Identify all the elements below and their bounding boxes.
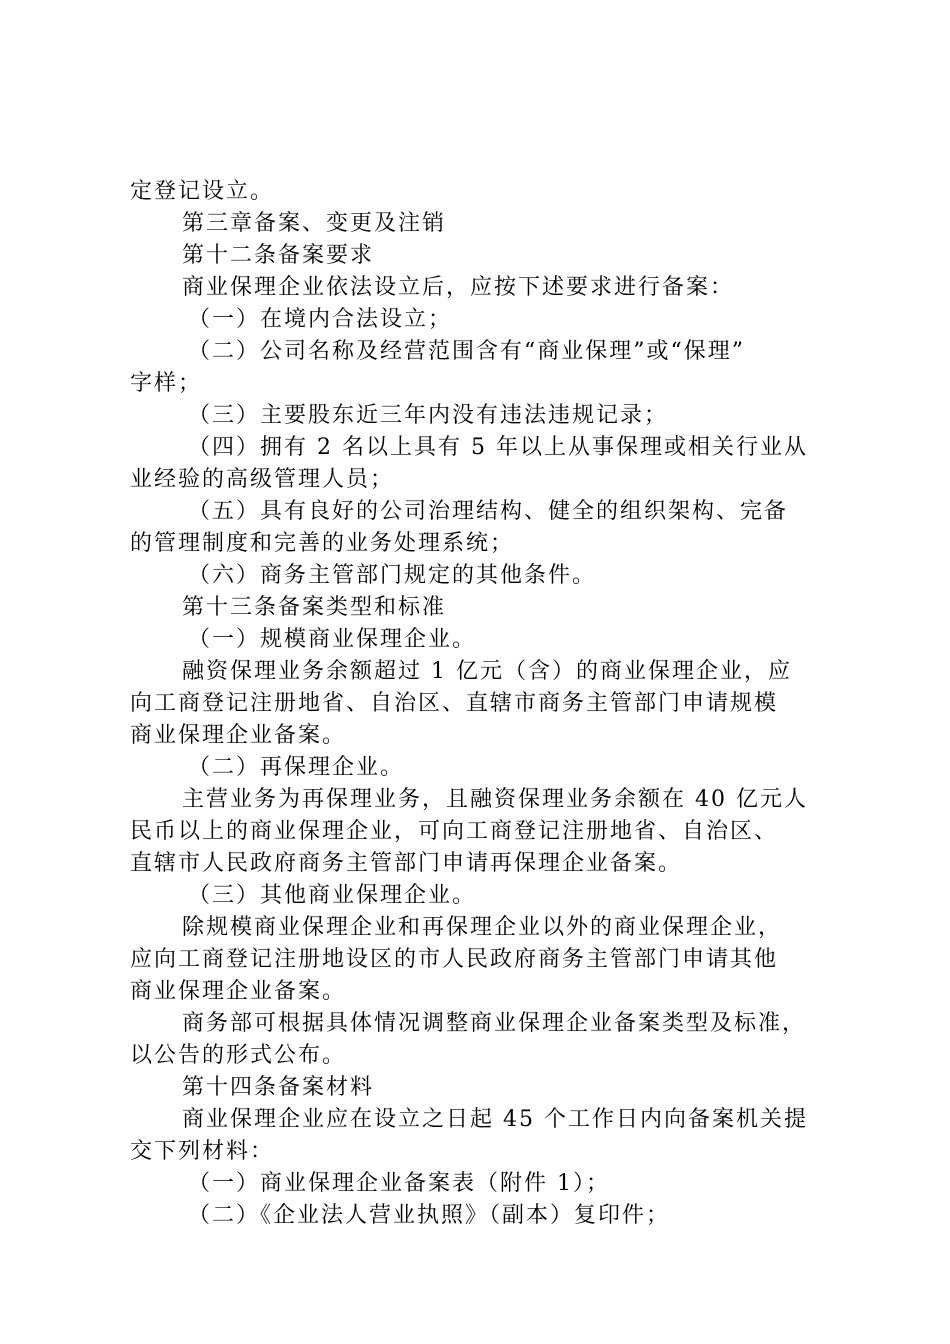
paragraph-line: 融资保理业务余额超过 1 亿元（含）的商业保理企业，应 — [182, 659, 792, 684]
text-line: 的管理制度和完善的业务处理系统； — [130, 531, 515, 556]
paragraph-line: 商务部可根据具体情况调整商业保理企业备案类型及标准， — [182, 1011, 807, 1036]
list-item: （一）在境内合法设立； — [188, 307, 453, 332]
list-item: （四）拥有 2 名以上具有 5 年以上从事保理或相关行业从 — [188, 435, 808, 460]
list-item: （二）公司名称及经营范围含有“商业保理”或“保理” — [188, 339, 745, 364]
list-item: （三）其他商业保理企业。 — [188, 883, 477, 908]
text-line: 以公告的形式公布。 — [130, 1043, 347, 1068]
text-line: 商业保理企业备案。 — [130, 723, 347, 748]
paragraph-line: 商业保理企业应在设立之日起 45 个工作日内向备案机关提 — [182, 1107, 808, 1132]
article-heading: 第十三条备案类型和标准 — [182, 595, 447, 620]
text-line: 应向工商登记注册地设区的市人民政府商务主管部门申请其他 — [130, 947, 779, 972]
paragraph-line: 商业保理企业依法设立后，应按下述要求进行备案： — [182, 275, 735, 300]
article-heading: 第十二条备案要求 — [182, 243, 375, 268]
list-item: （三）主要股东近三年内没有违法违规记录； — [188, 403, 669, 428]
list-item: （二）《企业法人营业执照》（副本）复印件； — [188, 1203, 671, 1228]
text-line: 直辖市人民政府商务主管部门申请再保理企业备案。 — [130, 851, 683, 876]
text-line: 民币以上的商业保理企业，可向工商登记注册地省、自治区、 — [130, 819, 779, 844]
list-item: （五）具有良好的公司治理结构、健全的组织架构、完备 — [188, 499, 789, 524]
chapter-heading: 第三章备案、变更及注销 — [182, 211, 447, 236]
paragraph-line: 除规模商业保理企业和再保理企业以外的商业保理企业， — [182, 915, 783, 940]
list-item: （一）商业保理企业备案表（附件 1）； — [188, 1171, 610, 1196]
text-line: 字样； — [130, 371, 203, 396]
paragraph-line: 主营业务为再保理业务，且融资保理业务余额在 40 亿元人 — [182, 787, 808, 812]
text-line: 定登记设立。 — [130, 179, 275, 204]
list-item: （二）再保理企业。 — [188, 755, 405, 780]
list-item: （一）规模商业保理企业。 — [188, 627, 477, 652]
article-heading: 第十四条备案材料 — [182, 1075, 375, 1100]
document-body — [130, 176, 835, 1232]
text-line: 交下列材料： — [130, 1139, 275, 1164]
text-line: 向工商登记注册地省、自治区、直辖市商务主管部门申请规模 — [130, 691, 779, 716]
list-item: （六）商务主管部门规定的其他条件。 — [188, 563, 597, 588]
text-line: 业经验的高级管理人员； — [130, 467, 395, 492]
text-line: 商业保理企业备案。 — [130, 979, 347, 1004]
